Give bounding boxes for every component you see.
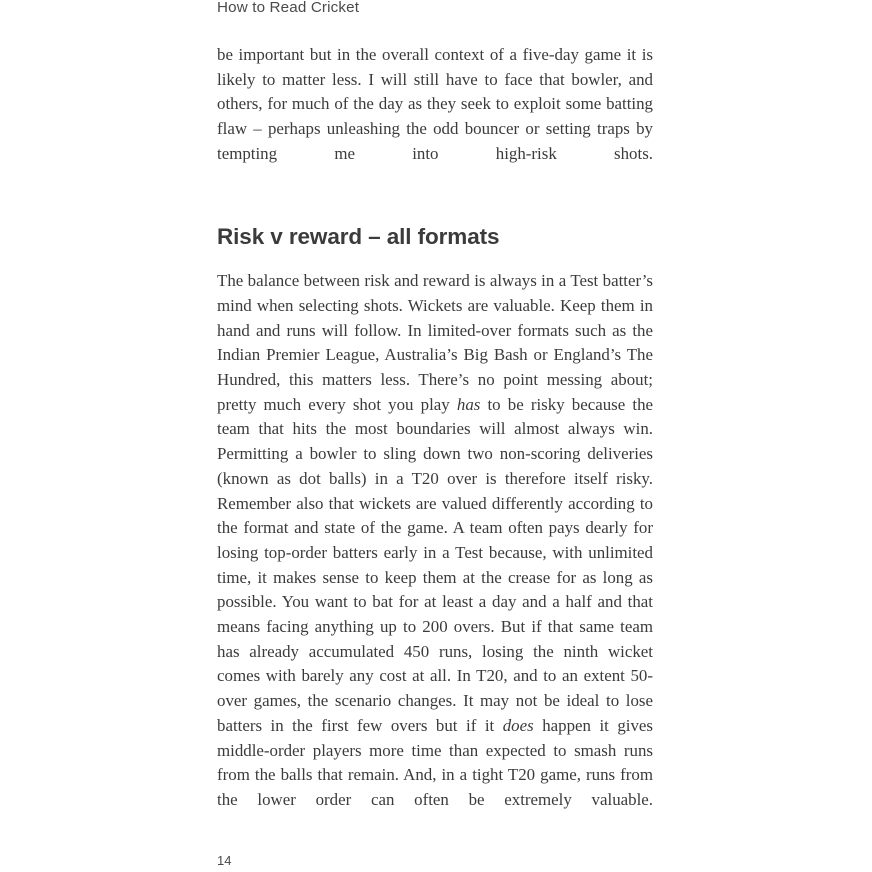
paragraph-continued: be important but in the overall context of a five-day game it is likely to matter less. I will still have to face that bowler, and others, for much of the day as they seek to exploit some batting flaw – perhaps unleashing the odd bouncer or setting traps by tempting me into high-risk shots. [217,45,653,163]
section-heading: Risk v reward – all formats [217,224,500,250]
text-column [217,43,653,837]
emphasis-does: does [502,715,534,735]
emphasis-has: has [456,394,481,414]
page-number: 14 [217,853,232,868]
paragraph-part-3: happen it gives middle-order players more time than expected to smash runs from the balls that remain. And, in a tight T20 game, runs from the lower order can often be extremely valuable. [217,715,654,809]
paragraph-part-2: to be risky because the team that hits the most boundaries will almost always win. Permitting a bowler to sling down two non-scoring deliveries (known as dot balls) in a T20 over is therefore itself risky. Remember also that wickets are valued differently according to the format and state of the game. A team often pays dearly for losing top-order batters early in a Test because, with unlimited time, it makes sense to keep them at the crease for as long as possible. You want to bat for at least a day and a half and that means facing anything up to 200 overs. But if that same team has already accumulated 450 runs, losing the ninth wicket comes with barely any cost at all. In T20, and to an extent 50-over games, the scenario changes. It may not be ideal to lose batters in the first few overs but if it [217,394,654,735]
spacer-before-heading [217,191,653,223]
spacer-after-heading [217,251,653,269]
paragraph-part-1: The balance between risk and reward is always in a Test batter’s mind when selecting shots. Wickets are valuable. Keep them in hand and runs will follow. In limited-over formats such as the Indian Premier League, Australia’s Big Bash or England’s The Hundred, this matters less. There’s no point messing about; pretty much every shot you play [217,271,653,414]
paragraph-risk-v-reward [217,269,653,837]
running-header: How to Read Cricket [217,0,360,16]
